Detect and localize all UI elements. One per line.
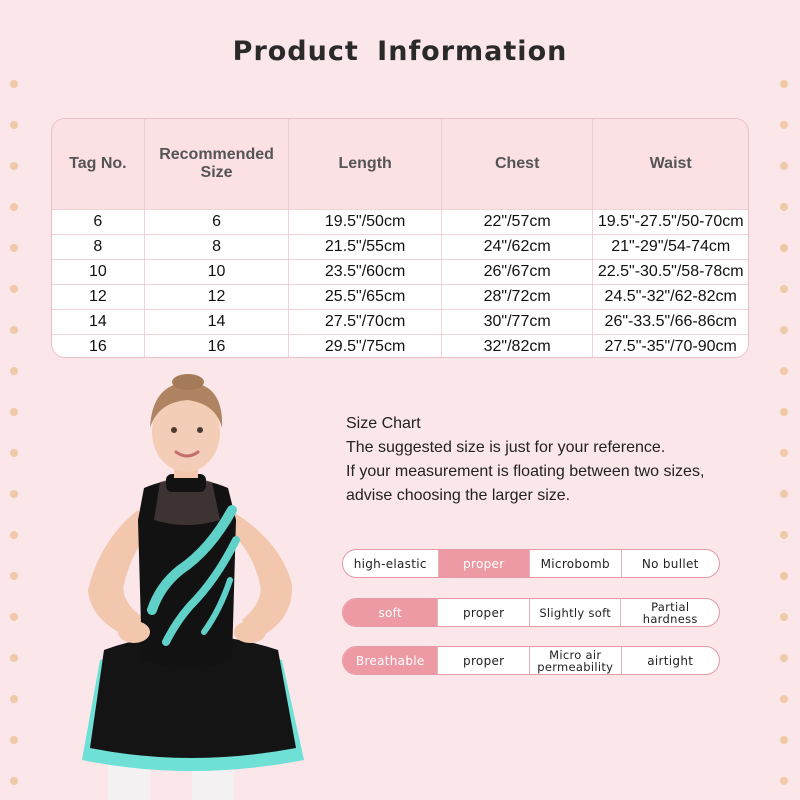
cell-length: 23.5"/60cm: [289, 260, 442, 284]
cell-tag: 6: [52, 210, 145, 234]
header-waist: Waist: [649, 155, 692, 172]
cell-chest: 24"/62cm: [442, 235, 594, 259]
cell-length: 19.5"/50cm: [289, 210, 442, 234]
notes-heading: Size Chart: [346, 415, 421, 432]
elasticity-option-selected: proper: [439, 550, 531, 577]
notes-line: If your measurement is floating between two sizes,: [346, 463, 705, 480]
cell-tag: 16: [52, 335, 145, 358]
header-length: Length: [289, 119, 442, 209]
cell-chest: 30"/77cm: [442, 310, 594, 334]
right-dot-column: [778, 80, 790, 800]
elasticity-option: Microbomb: [530, 550, 622, 577]
cell-waist: 24.5"-32"/62-82cm: [604, 288, 737, 305]
cell-waist: 19.5"-27.5"/50-70cm: [597, 213, 744, 230]
cell-size: 12: [145, 285, 290, 309]
cell-chest: 32"/82cm: [442, 335, 594, 358]
model-illustration: [60, 370, 350, 800]
cell-size: 8: [145, 235, 290, 259]
cell-size: 16: [145, 335, 290, 358]
cell-chest: 26"/67cm: [442, 260, 594, 284]
breathability-label: Breathable: [343, 647, 438, 674]
header-chest: Chest: [442, 119, 594, 209]
elasticity-label: high-elastic: [343, 550, 439, 577]
cell-length: 29.5"/75cm: [289, 335, 442, 358]
table-row: [52, 334, 748, 358]
cell-waist: 22.5"-30.5"/58-78cm: [597, 263, 744, 280]
cell-tag: 14: [52, 310, 145, 334]
cell-waist: 27.5"-35"/70-90cm: [604, 338, 737, 355]
table-row: [52, 209, 748, 234]
table-row: [52, 259, 748, 284]
softness-label: soft: [343, 599, 438, 626]
cell-size: 10: [145, 260, 290, 284]
cell-waist: 21"-29"/54-74cm: [611, 238, 731, 255]
cell-length: 25.5"/65cm: [289, 285, 442, 309]
breathability-scale: [342, 646, 720, 675]
breathability-option: proper: [438, 647, 530, 674]
table-row: [52, 234, 748, 259]
size-table: [51, 118, 749, 358]
elasticity-scale: [342, 549, 720, 578]
softness-option: Slightly soft: [530, 599, 621, 626]
notes-line: The suggested size is just for your reference.: [346, 439, 666, 456]
size-notes: [346, 412, 766, 508]
breathability-option: Micro air permeability: [530, 647, 622, 674]
cell-size: 14: [145, 310, 290, 334]
header-tag-no: Tag No.: [52, 119, 145, 209]
breathability-option: airtight: [647, 653, 694, 668]
cell-waist: 26"-33.5"/66-86cm: [604, 313, 737, 330]
page-title: Product Information: [232, 36, 568, 67]
header-recommended-size: Recommended Size: [145, 119, 290, 209]
cell-length: 27.5"/70cm: [289, 310, 442, 334]
left-dot-column: [8, 80, 20, 800]
cell-length: 21.5"/55cm: [289, 235, 442, 259]
cell-tag: 12: [52, 285, 145, 309]
cell-tag: 8: [52, 235, 145, 259]
table-row: [52, 284, 748, 309]
cell-chest: 22"/57cm: [442, 210, 594, 234]
softness-scale: [342, 598, 720, 627]
cell-chest: 28"/72cm: [442, 285, 594, 309]
softness-option: proper: [438, 599, 529, 626]
softness-option: Partial hardness: [642, 599, 698, 626]
cell-size: 6: [145, 210, 290, 234]
table-row: [52, 309, 748, 334]
notes-line: advise choosing the larger size.: [346, 487, 571, 504]
table-header: [52, 119, 748, 209]
elasticity-option: No bullet: [641, 556, 699, 571]
cell-tag: 10: [52, 260, 145, 284]
